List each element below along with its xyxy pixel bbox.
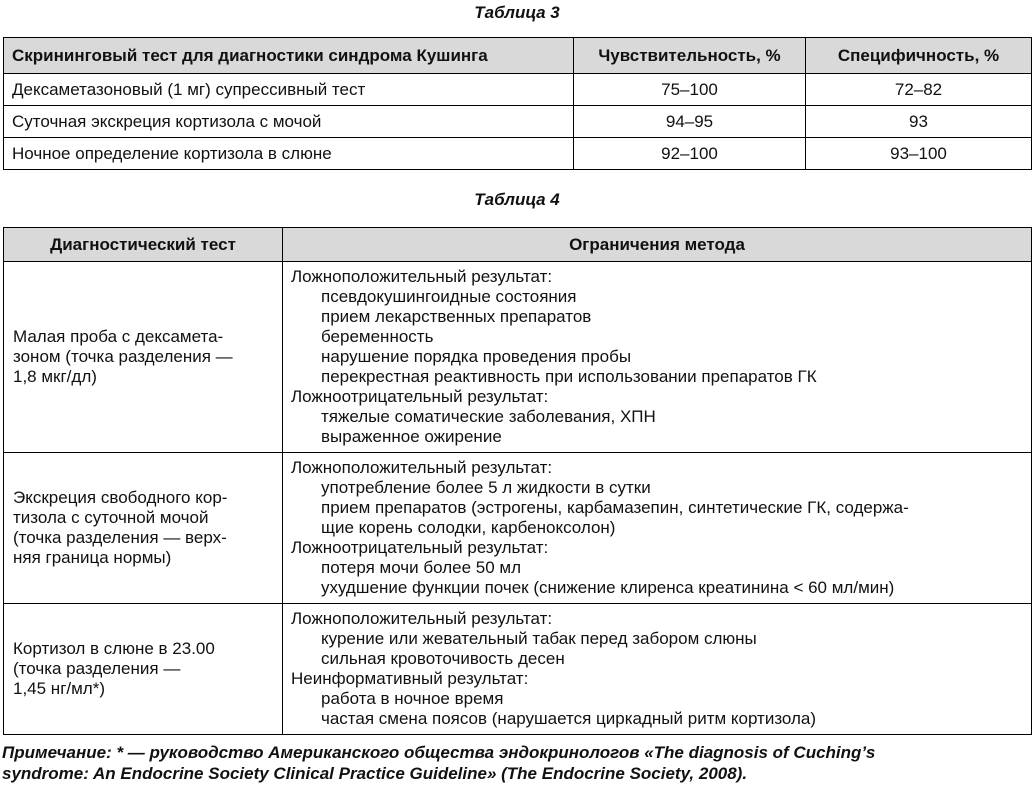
limitation-item: сильная кровоточивость десен (321, 649, 565, 668)
test-name-cell: Дексаметазоновый (1 мг) супрессивный тест (4, 74, 574, 106)
screening-tests-table (3, 37, 1032, 170)
result-group-label: Ложноположительный результат: (291, 458, 553, 477)
limitations-cell (283, 262, 1032, 453)
limitation-item: псевдокушингоидные состояния (321, 287, 577, 306)
diagnostic-test-cell (4, 453, 283, 604)
result-group-label: Ложноотрицательный результат: (291, 387, 549, 406)
test-line: Экскреция свободного кор- (13, 488, 228, 507)
limitation-item: употребление более 5 л жидкости в сутки (321, 478, 651, 497)
limitation-item: перекрестная реактивность при использовании препаратов ГК (321, 367, 817, 386)
column-header-specificity: Специфичность, % (806, 38, 1032, 74)
test-line: Малая проба с дексамета- (13, 327, 224, 346)
table-row (4, 74, 1032, 106)
limitation-item: тяжелые соматические заболевания, ХПН (321, 407, 656, 426)
limitation-item: прием лекарственных препаратов (321, 307, 592, 326)
limitation-item: нарушение порядка проведения пробы (321, 347, 632, 366)
table-row (4, 262, 1032, 453)
test-line: 1,45 нг/мл*) (13, 679, 106, 698)
test-line: тизола с суточной мочой (13, 508, 209, 527)
table-row (4, 604, 1032, 735)
specificity-cell: 93–100 (806, 138, 1032, 170)
limitation-item: щие корень солодки, карбеноксолон) (321, 518, 616, 537)
limitations-cell (283, 604, 1032, 735)
table-row (4, 106, 1032, 138)
limitation-item: ухудшение функции почек (снижение клиренса креатинина < 60 мл/мин) (321, 578, 895, 597)
limitations-cell (283, 453, 1032, 604)
column-header-sensitivity: Чувствительность, % (574, 38, 806, 74)
method-limitations-table (3, 227, 1032, 735)
result-group-label: Ложноположительный результат: (291, 609, 553, 628)
test-line: зоном (точка разделения — (13, 347, 233, 366)
table-header-row (4, 228, 1032, 262)
table-row (4, 138, 1032, 170)
result-group-label: Ложноположительный результат: (291, 267, 553, 286)
column-header-test: Скрининговый тест для диагностики синдрома Кушинга (4, 38, 574, 74)
limitation-item: беременность (321, 327, 434, 346)
test-line: Кортизол в слюне в 23.00 (13, 639, 215, 658)
sensitivity-cell: 92–100 (574, 138, 806, 170)
result-group-label: Неинформативный результат: (291, 669, 529, 688)
diagnostic-test-cell (4, 604, 283, 735)
diagnostic-test-cell (4, 262, 283, 453)
footnote (2, 742, 1032, 784)
table4-caption: Таблица 4 (474, 190, 560, 209)
sensitivity-cell: 75–100 (574, 74, 806, 106)
test-line: няя граница нормы) (13, 548, 172, 567)
specificity-cell: 72–82 (806, 74, 1032, 106)
footnote-line: Примечание: * — руководство Американского общества эндокринологов «The diagnosis of Cuching’s (2, 743, 876, 762)
limitation-item: курение или жевательный табак перед забором слюны (321, 629, 757, 648)
sensitivity-cell: 94–95 (574, 106, 806, 138)
limitation-item: работа в ночное время (321, 689, 504, 708)
limitation-item: выраженное ожирение (321, 427, 502, 446)
result-group-label: Ложноотрицательный результат: (291, 538, 549, 557)
limitation-item: потеря мочи более 50 мл (321, 558, 521, 577)
test-line: (точка разделения — верх- (13, 528, 227, 547)
test-line: 1,8 мкг/дл) (13, 367, 97, 386)
limitation-item: прием препаратов (эстрогены, карбамазепин, синтетические ГК, содержа- (321, 498, 909, 517)
table3-caption: Таблица 3 (474, 3, 560, 22)
test-name-cell: Ночное определение кортизола в слюне (4, 138, 574, 170)
table-header-row (4, 38, 1032, 74)
column-header-limitations: Ограничения метода (283, 228, 1032, 262)
test-name-cell: Суточная экскреция кортизола с мочой (4, 106, 574, 138)
column-header-diagnostic-test: Диагностический тест (4, 228, 283, 262)
specificity-cell: 93 (806, 106, 1032, 138)
test-line: (точка разделения — (13, 659, 181, 678)
limitation-item: частая смена поясов (нарушается циркадный ритм кортизола) (321, 709, 817, 728)
footnote-line: syndrome: An Endocrine Society Clinical Practice Guideline» (The Endocrine Society, 2008). (2, 764, 748, 783)
table-row (4, 453, 1032, 604)
